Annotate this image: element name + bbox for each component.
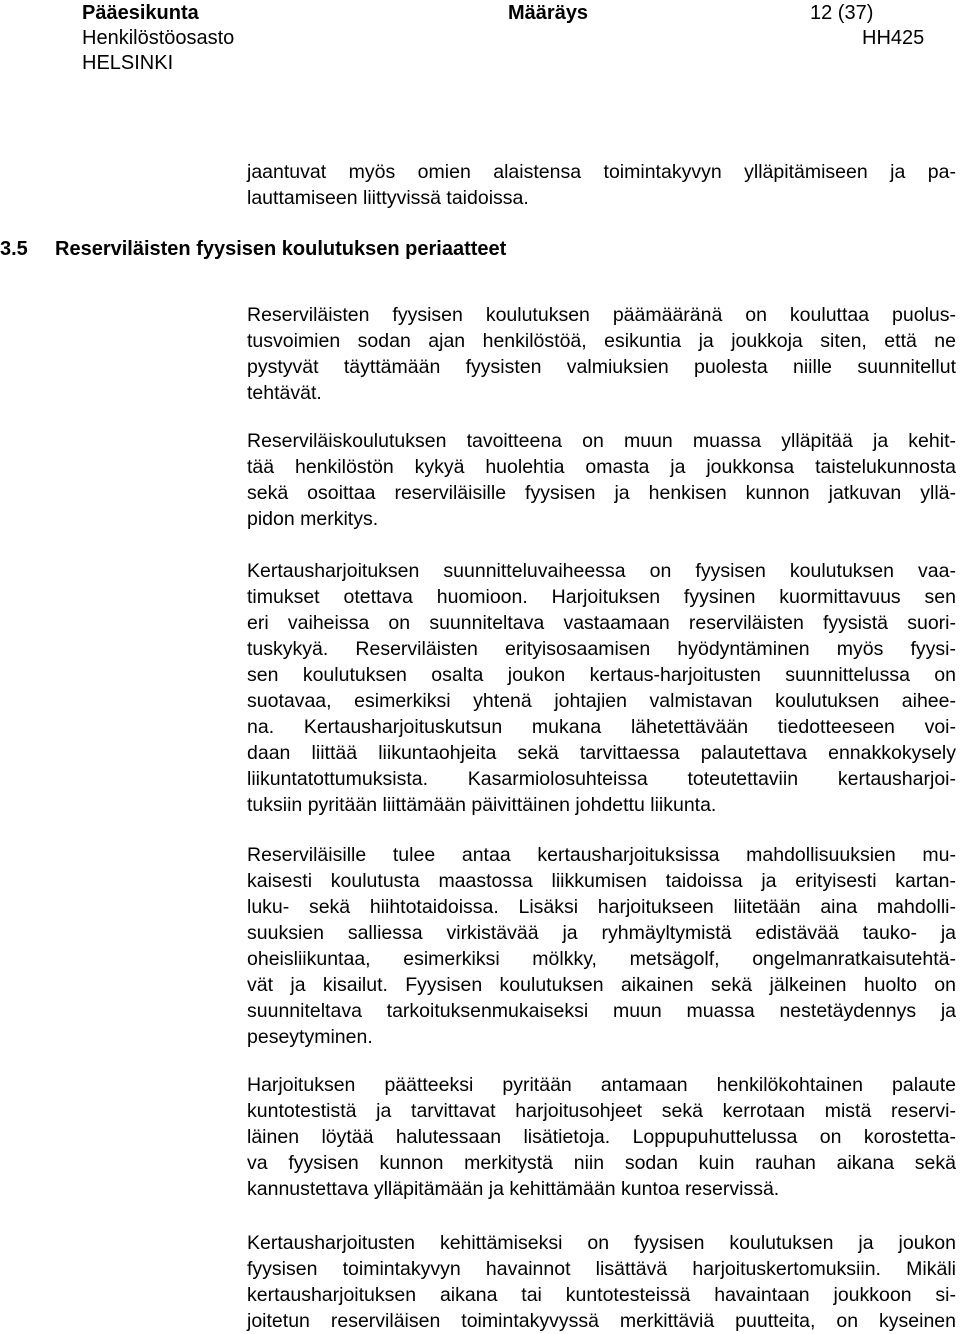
text-line: na. Kertausharjoituskutsun mukana lähetettävään tiedotteeseen voi- xyxy=(247,716,956,738)
paragraph xyxy=(247,558,956,818)
text-line: läinen löytää halutessaan lisätietoja. Loppupuhuttelussa on korostetta- xyxy=(247,1126,956,1148)
section-heading xyxy=(0,236,506,262)
text-line: eri vaiheissa on suunniteltava vastaamaan reserviläisten fyysistä suori- xyxy=(247,612,956,634)
text-line: tää henkilöstön kykyä huolehtia omasta ja joukkonsa taistelukunnosta xyxy=(247,456,956,478)
text-line: timukset otettava huomioon. Harjoituksen fyysinen kuormittavuus sen xyxy=(247,586,956,608)
text-line: oheisliikuntaa, esimerkiksi mölkky, metsägolf, ongelmanratkaisutehtä- xyxy=(247,948,956,970)
text-line: Kertausharjoitusten kehittämiseksi on fyysisen koulutuksen ja joukon xyxy=(247,1232,956,1254)
text-line: tuskykyä. Reserviläisten erityisosaamisen hyödyntäminen myös fyysi- xyxy=(247,638,956,660)
text-line: peseytyminen. xyxy=(247,1026,373,1048)
header-org: Pääesikunta xyxy=(82,2,199,24)
header-page-number: 12 (37) xyxy=(810,2,874,24)
text-line: Harjoituksen päätteeksi pyritään antamaan henkilökohtainen palaute xyxy=(247,1074,956,1096)
text-line: kannustettava ylläpitämään ja kehittämään kuntoa reservissä. xyxy=(247,1178,780,1200)
text-line: Reserviläisille tulee antaa kertausharjoituksissa mahdollisuuksien mu- xyxy=(247,844,956,866)
text-line: joitetun reserviläisen toimintakyvyssä merkittäviä puutteita, on kyseinen xyxy=(247,1310,956,1332)
text-line: kuntotestistä ja tarvittavat harjoitusohjeet sekä kerrotaan mistä reservi- xyxy=(247,1100,956,1122)
intro-text xyxy=(247,159,956,211)
text-line: suotavaa, esimerkiksi yhtenä johtajien valmistavan koulutuksen aihee- xyxy=(247,690,956,712)
text-line: sekä osoittaa reserviläisille fyysisen ja henkisen kunnon jatkuvan yllä- xyxy=(247,482,956,504)
text-line: pystyvät täyttämään fyysisten valmiuksien puolesta niille suunnitellut xyxy=(247,356,956,378)
text-line: va fyysisen kunnon merkitystä niin sodan kuin rauhan aikana sekä xyxy=(247,1152,956,1174)
text-line: kaisesti koulutusta maastossa liikkumisen taidoissa ja erityisesti kartan- xyxy=(247,870,956,892)
text-line: liikuntatottumuksista. Kasarmiolosuhteissa toteutettaviin kertausharjoi- xyxy=(247,768,956,790)
paragraph xyxy=(247,842,956,1050)
text-line: kertausharjoituksen aikana tai kuntotesteissä havaintaan joukkoon si- xyxy=(247,1284,956,1306)
paragraph xyxy=(247,302,956,406)
text-line: daan liittää liikuntaohjeita sekä tarvittaessa palautettava ennakkokysely xyxy=(247,742,956,764)
text-line: tehtävät. xyxy=(247,382,322,404)
header-city: HELSINKI xyxy=(82,52,174,74)
text-line: vät ja kisailut. Fyysisen koulutuksen aikainen sekä jälkeinen huolto on xyxy=(247,974,956,996)
text-line: jaantuvat myös omien alaistensa toimintakyvyn ylläpitämiseen ja pa- xyxy=(247,161,956,183)
section-number: 3.5 xyxy=(0,238,28,260)
text-line: tusvoimien sodan ajan henkilöstöä, esikuntia ja joukkoja siten, että ne xyxy=(247,330,956,352)
header-department: Henkilöstöosasto xyxy=(82,27,235,49)
section-title: Reserviläisten fyysisen koulutuksen periaatteet xyxy=(55,238,507,260)
text-line: luku- sekä hiihtotaidoissa. Lisäksi harjoitukseen liitetään aina mahdolli- xyxy=(247,896,956,918)
text-line: Kertausharjoituksen suunnitteluvaiheessa on fyysisen koulutuksen vaa- xyxy=(247,560,956,582)
text-line: sen koulutuksen osalta joukon kertaus-harjoitusten suunnittelussa on xyxy=(247,664,956,686)
paragraph xyxy=(247,428,956,532)
text-line: Reserviläisten fyysisen koulutuksen päämääränä on kouluttaa puolus- xyxy=(247,304,956,326)
header-doc-type: Määräys xyxy=(508,2,589,24)
text-line: suuksien salliessa virkistävää ja ryhmäyltymistä edistävää tauko- ja xyxy=(247,922,956,944)
text-line: pidon merkitys. xyxy=(247,508,379,530)
text-line: lauttamiseen liittyvissä taidoissa. xyxy=(247,187,529,209)
header-doc-id: HH425 xyxy=(862,27,925,49)
text-line: tuksiin pyritään liittämään päivittäinen johdettu liikunta. xyxy=(247,794,717,816)
paragraph xyxy=(247,1072,956,1202)
paragraph xyxy=(247,1230,956,1334)
text-line: Reserviläiskoulutuksen tavoitteena on muun muassa ylläpitää ja kehit- xyxy=(247,430,956,452)
text-line: suunniteltava tarkoituksenmukaiseksi muun muassa nestetäydennys ja xyxy=(247,1000,956,1022)
text-line: fyysisen toimintakyvyn havainnot lisättävä harjoituskertomuksiin. Mikäli xyxy=(247,1258,956,1280)
